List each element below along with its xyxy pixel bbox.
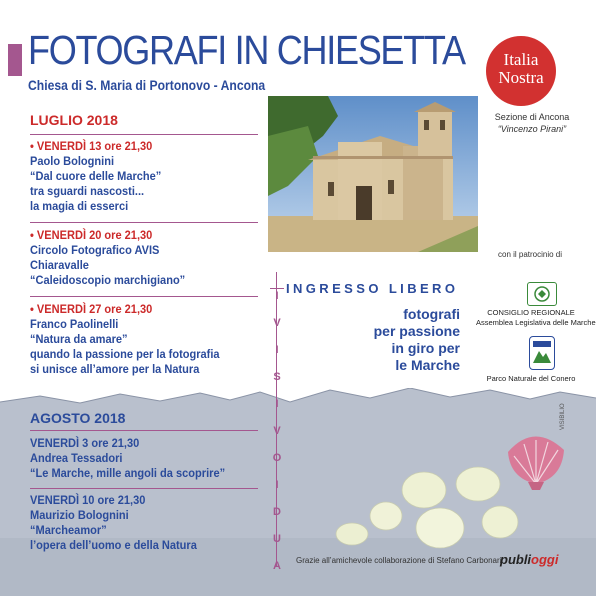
av-letter: O bbox=[272, 452, 282, 464]
event-line: Circolo Fotografico AVIS bbox=[30, 243, 160, 257]
tagline-line: fotografi bbox=[403, 306, 460, 322]
side-credit: VISIBILIO bbox=[560, 403, 566, 430]
separator-line bbox=[30, 134, 258, 135]
publisher-logo bbox=[500, 552, 558, 567]
separator-line bbox=[30, 488, 258, 489]
patronage-label: con il patrocinio di bbox=[498, 250, 563, 259]
event-date: VENERDÌ 3 ore 21,30 bbox=[30, 436, 140, 450]
month-heading-agosto: AGOSTO 2018 bbox=[30, 410, 126, 426]
event-line: Chiaravalle bbox=[30, 258, 89, 272]
av-letter: I bbox=[275, 479, 279, 491]
event-date: • VENERDÌ 27 ore 21,30 bbox=[30, 302, 153, 316]
logo-section-label: Sezione di Ancona bbox=[494, 112, 570, 122]
event-line: “Le Marche, mille angoli da scoprire” bbox=[30, 466, 226, 480]
event-line: tra sguardi nascosti... bbox=[30, 184, 145, 198]
event-line: l’opera dell’uomo e della Natura bbox=[30, 538, 197, 552]
av-letter: V bbox=[273, 425, 281, 437]
event-date: • VENERDÌ 13 ore 21,30 bbox=[30, 139, 153, 153]
av-letter: V bbox=[273, 317, 281, 329]
publisher-logo-part2: oggi bbox=[531, 552, 559, 567]
event-line: “Dal cuore delle Marche” bbox=[30, 169, 162, 183]
av-letter: D bbox=[273, 506, 281, 518]
logo-text-line1: Italia bbox=[503, 50, 539, 69]
av-letter: I bbox=[275, 398, 279, 410]
logo-text-line2: Nostra bbox=[498, 68, 544, 87]
consiglio-regionale-logo bbox=[527, 282, 557, 306]
event-line: quando la passione per la fotografia bbox=[30, 347, 220, 361]
consiglio-regionale-subtitle: Assemblea Legislativa delle Marche bbox=[476, 318, 596, 327]
event-luglio-20 bbox=[30, 228, 185, 288]
tagline-line: per passione bbox=[373, 323, 460, 339]
event-line: Andrea Tessadori bbox=[30, 451, 123, 465]
event-line: Franco Paolinelli bbox=[30, 317, 119, 331]
poster-title: FOTOGRAFI IN CHIESETTA bbox=[28, 27, 465, 73]
event-luglio-13 bbox=[30, 139, 161, 214]
italia-nostra-logo bbox=[486, 36, 556, 106]
av-letter: I bbox=[275, 344, 279, 356]
tagline-line: in giro per bbox=[391, 340, 460, 356]
event-line: la magia di esserci bbox=[30, 199, 129, 213]
event-agosto-3 bbox=[30, 436, 225, 481]
purple-accent-block bbox=[8, 44, 22, 76]
event-line: “Caleidoscopio marchigiano” bbox=[30, 273, 186, 287]
collaboration-credit: Grazie all’amichevole collaborazione di Stefano Carbonari bbox=[296, 556, 502, 565]
event-line: Maurizio Bolognini bbox=[30, 508, 129, 522]
event-line: Paolo Bolognini bbox=[30, 154, 115, 168]
logo-section-name: “Vincenzo Pirani” bbox=[497, 124, 567, 134]
consiglio-regionale-name: CONSIGLIO REGIONALE bbox=[487, 308, 575, 317]
av-letter: U bbox=[273, 533, 281, 545]
parco-conero-logo bbox=[529, 336, 555, 370]
separator-line bbox=[30, 222, 258, 223]
publisher-logo-part1: publi bbox=[500, 552, 532, 567]
tagline-line: le Marche bbox=[395, 357, 460, 373]
vertical-divider-cap bbox=[270, 288, 284, 289]
event-line: si unisce all’amore per la Natura bbox=[30, 362, 200, 376]
av-letter: S bbox=[273, 371, 281, 383]
pebbles-and-shell-image bbox=[300, 420, 590, 560]
church-photo bbox=[268, 96, 478, 252]
event-date: • VENERDÌ 20 ore 21,30 bbox=[30, 228, 153, 242]
separator-line bbox=[30, 296, 258, 297]
separator-line bbox=[30, 430, 258, 431]
event-luglio-27 bbox=[30, 302, 220, 377]
av-letter: A bbox=[273, 560, 281, 572]
poster-subtitle: Chiesa di S. Maria di Portonovo - Ancona bbox=[28, 78, 266, 93]
free-entry-label: INGRESSO LIBERO bbox=[286, 281, 459, 296]
av-letter: I bbox=[275, 290, 279, 302]
event-line: “Natura da amare” bbox=[30, 332, 128, 346]
event-date: VENERDÌ 10 ore 21,30 bbox=[30, 493, 146, 507]
tagline bbox=[320, 306, 460, 374]
month-heading-luglio: LUGLIO 2018 bbox=[30, 112, 118, 128]
parco-conero-name: Parco Naturale del Conero bbox=[486, 374, 576, 383]
event-line: “Marcheamor” bbox=[30, 523, 107, 537]
event-agosto-10 bbox=[30, 493, 197, 553]
